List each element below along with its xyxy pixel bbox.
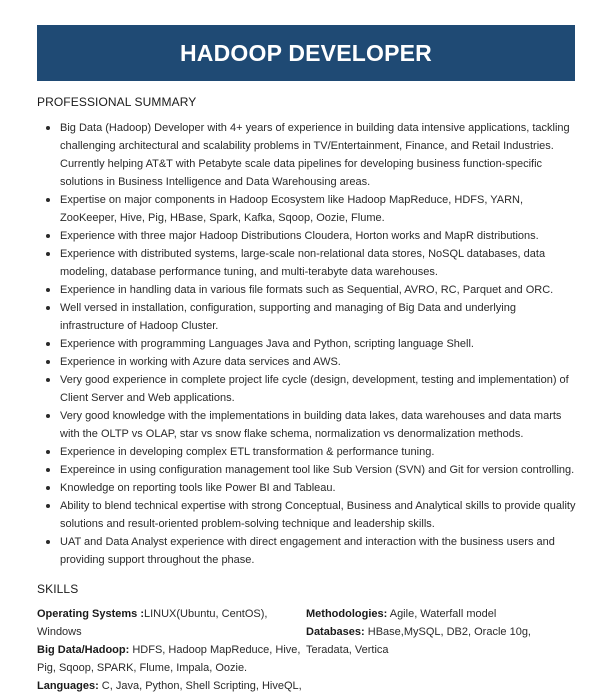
skill-languages: Languages: C, Java, Python, Shell Scripting, HiveQL, (37, 680, 302, 692)
bullet-icon (46, 342, 50, 346)
professional-summary-list (37, 119, 577, 569)
summary-item: Ability to blend technical expertise with strong Conceptual, Business and Analytical skills to provide quality solutions and result-oriented problem-solving technique and leadership skills. (37, 497, 577, 533)
skills-column-right (306, 605, 576, 695)
bullet-icon (46, 126, 50, 130)
resume-header-banner (37, 25, 575, 81)
summary-item: Experience in developing complex ETL transformation & performance tuning. (37, 443, 577, 461)
summary-item: Very good knowledge with the implementations in building data lakes, data warehouses and data marts with the OLTP vs OLAP, star vs snow flake schema, normalization vs denormalization methods. (37, 407, 577, 443)
skill-operating-systems: Operating Systems :LINUX(Ubuntu, CentOS), Windows (37, 608, 268, 638)
summary-item: Well versed in installation, configuration, supporting and managing of Big Data and underlying infrastructure of Hadoop Cluster. (37, 299, 577, 335)
summary-item: UAT and Data Analyst experience with direct engagement and interaction with the business users and providing support throughout the phase. (37, 533, 577, 569)
bullet-icon (46, 450, 50, 454)
skills-grid (37, 605, 577, 695)
summary-item: Experience in working with Azure data services and AWS. (37, 353, 577, 371)
bullet-icon (46, 198, 50, 202)
summary-item: Expereince in using configuration management tool like Sub Version (SVN) and Git for version controlling. (37, 461, 577, 479)
professional-summary-heading: PROFESSIONAL SUMMARY (37, 95, 197, 109)
summary-item: Experience with distributed systems, large-scale non-relational data stores, NoSQL databases, data modeling, database performance tuning, and multi-terabyte data warehouses. (37, 245, 577, 281)
bullet-icon (46, 288, 50, 292)
bullet-icon (46, 486, 50, 490)
summary-item: Expertise on major components in Hadoop Ecosystem like Hadoop MapReduce, HDFS, YARN, ZooKeeper, Hive, Pig, HBase, Spark, Kafka, Sqoop, Oozie, Flume. (37, 191, 577, 227)
bullet-icon (46, 234, 50, 238)
bullet-icon (46, 468, 50, 472)
bullet-icon (46, 360, 50, 364)
skill-databases: Databases: HBase,MySQL, DB2, Oracle 10g, Teradata, Vertica (306, 626, 531, 656)
summary-item: Experience in handling data in various file formats such as Sequential, AVRO, RC, Parquet and ORC. (37, 281, 577, 299)
resume-title: HADOOP DEVELOPER (180, 39, 432, 66)
skill-big-data-hadoop: Big Data/Hadoop: HDFS, Hadoop MapReduce, Hive, Pig, Sqoop, SPARK, Flume, Impala, Oozie. (37, 644, 301, 674)
bullet-icon (46, 414, 50, 418)
bullet-icon (46, 540, 50, 544)
skills-heading: SKILLS (37, 582, 79, 596)
bullet-icon (46, 306, 50, 310)
summary-item: Very good experience in complete project life cycle (design, development, testing and implementation) of Client Server and Web applications. (37, 371, 577, 407)
bullet-icon (46, 504, 50, 508)
skills-column-left (37, 605, 306, 695)
bullet-icon (46, 378, 50, 382)
skill-methodologies: Methodologies: Agile, Waterfall model (306, 608, 497, 620)
summary-item: Experience with three major Hadoop Distributions Cloudera, Horton works and MapR distributions. (37, 227, 577, 245)
summary-item: Big Data (Hadoop) Developer with 4+ years of experience in building data intensive applications, tackling challenging architectural and scalability problems in TV/Entertainment, Finance, and Retail Industries. Currently helping AT&T with Petabyte scale data pipelines for developing business function-specific solutions in Business Intelligence and Data Warehousing areas. (37, 119, 577, 191)
summary-item: Experience with programming Languages Java and Python, scripting language Shell. (37, 335, 577, 353)
summary-item: Knowledge on reporting tools like Power BI and Tableau. (37, 479, 577, 497)
bullet-icon (46, 252, 50, 256)
